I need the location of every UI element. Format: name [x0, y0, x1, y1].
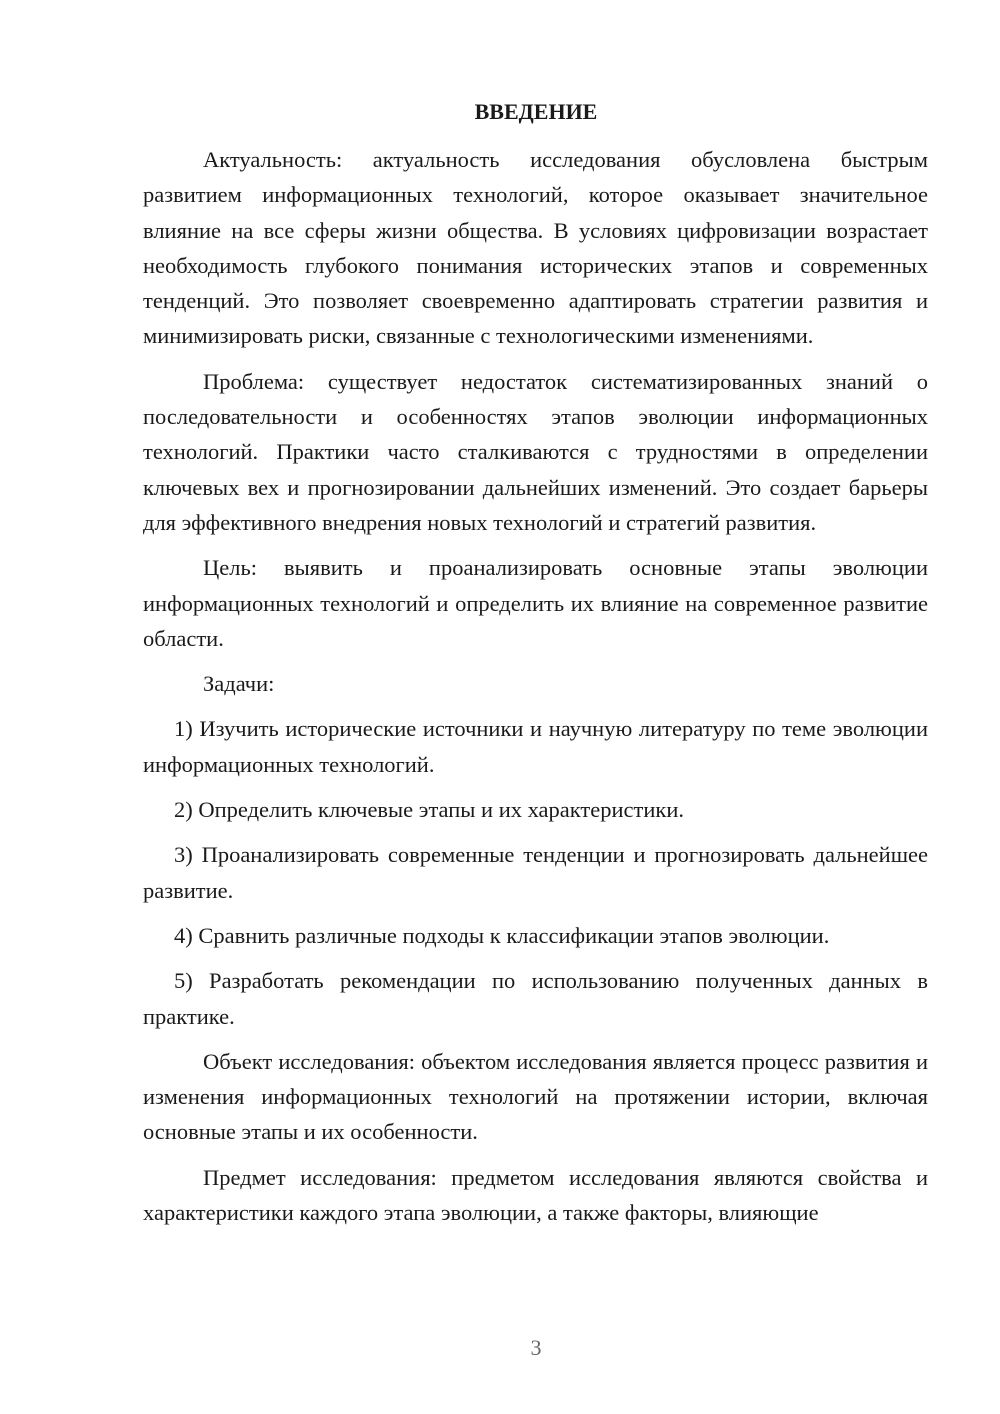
paragraph-relevance: Актуальность: актуальность исследования обусловлена быстрым развитием информационных технологий, которое оказывает значительное влияние на все сферы жизни общества. В условиях цифровизации возрастает необходимость глубокого понимания исторических этапов и современных тенденций. Это позволяет своевременно адаптировать стратегии развития и минимизировать риски, связанные с технологическими изменениями.: [143, 147, 928, 349]
paragraph-goal: Цель: выявить и проанализировать основные этапы эволюции информационных технологий и определить их влияние на современное развитие области.: [143, 555, 928, 651]
task-item-1: 1) Изучить исторические источники и научную литературу по теме эволюции информационных технологий.: [143, 716, 928, 777]
paragraph-subject: Предмет исследования: предметом исследования являются свойства и характеристики каждого этапа эволюции, а также факторы, влияющие: [143, 1164, 928, 1226]
task-item-3: 3) Проанализировать современные тенденции и прогнозировать дальнейшее развитие.: [143, 842, 928, 903]
task-item-4: 4) Сравнить различные подходы к классификации этапов эволюции.: [174, 922, 830, 948]
task-item-2: 2) Определить ключевые этапы и их характеристики.: [174, 797, 684, 823]
section-heading: ВВЕДЕНИЕ: [474, 99, 598, 124]
task-item-5: 5) Разработать рекомендации по использованию полученных данных в практике.: [143, 968, 928, 1029]
page-number: 3: [530, 1335, 542, 1360]
paragraph-object: Объект исследования: объектом исследования является процесс развития и изменения информационных технологий на протяжении истории, включая основные этапы и их особенности.: [143, 1048, 928, 1145]
document-body: [143, 142, 928, 1240]
tasks-label: Задачи:: [203, 671, 275, 697]
paragraph-problem: Проблема: существует недостаток систематизированных знаний о последовательности и особенностях этапов эволюции информационных технологий. Практики часто сталкиваются с трудностями в определении ключевых вех и прогнозировании дальнейших изменений. Это создает барьеры для эффективного внедрения новых технологий и стратегий развития.: [143, 368, 928, 535]
